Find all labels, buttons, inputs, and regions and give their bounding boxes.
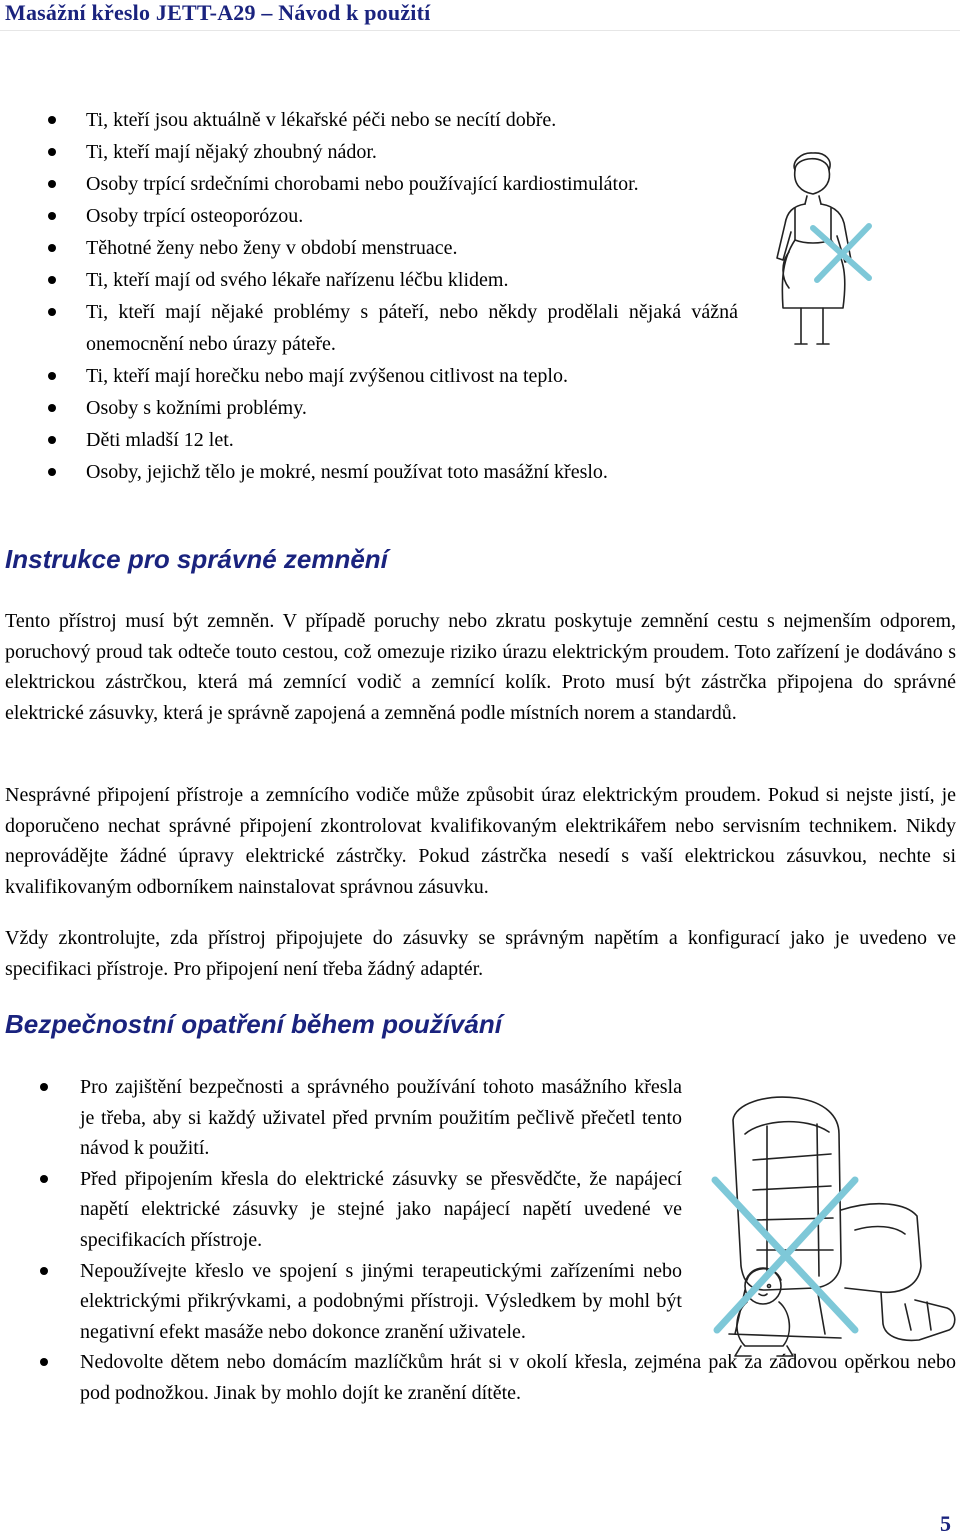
pregnant-woman-prohibited-illustration [765, 148, 880, 353]
list-item: Nepoužívejte křeslo ve spojení s jinými terapeutickými zařízeními nebo elektrickými přikrývkami, a podobnými přístroji. Výsledkem by mohl být negativní efekt masáže nebo dokonce zranění uživatele. [0, 1256, 682, 1348]
list-item: Nedovolte dětem nebo domácím mazlíčkům hrát si v okolí křesla, zejména pak za zádovou opěrkou nebo pod podnožkou. Jinak by mohlo dojít ke zranění dítěte. [0, 1347, 956, 1408]
list-item: Děti mladší 12 let. [0, 424, 760, 456]
section-heading-grounding: Instrukce pro správné zemnění [5, 544, 388, 574]
list-item: Těhotné ženy nebo ženy v období menstruace. [0, 232, 760, 264]
list-item: Ti, kteří mají nějaký zhoubný nádor. [0, 136, 760, 168]
header-divider [0, 30, 960, 31]
list-item: Pro zajištění bezpečnosti a správného používání tohoto masážního křesla je třeba, aby si každý uživatel před prvním použitím pečlivě přečetl tento návod k použití. [0, 1072, 682, 1164]
grounding-paragraph-1: Tento přístroj musí být zemněn. V případě poruchy nebo zkratu poskytuje zemnění cestu s nejmenším odporem, poruchový proud tak odteče touto cestou, což omezuje riziko úrazu elektrickým proudem. Toto zařízení je dodáváno s elektrickou zástrčkou, která má zemnící vodič a zemnící kolík. Proto musí být zástrčka připojena do správné elektrické zásuvky, která je správně zapojená a zemněná podle místních norem a standardů. [5, 610, 956, 724]
list-item: Před připojením křesla do elektrické zásuvky se přesvědčte, že napájecí napětí elektrické zásuvky je stejné jako napájecí napětí uvedené ve specifikacích přístroje. [0, 1164, 682, 1256]
page-number: 5 [940, 1511, 951, 1536]
list-item: Ti, kteří mají nějaké problémy s páteří, nebo někdy prodělali nějaká vážná onemocnění nebo úrazy páteře. [0, 296, 760, 360]
list-item: Osoby trpící osteoporózou. [0, 200, 760, 232]
list-item: Ti, kteří mají od svého lékaře nařízenu léčbu klidem. [0, 264, 760, 296]
list-item: Osoby, jejichž tělo je mokré, nesmí používat toto masážní křeslo. [0, 456, 760, 488]
list-item: Osoby trpící srdečními chorobami nebo používající kardiostimulátor. [0, 168, 760, 200]
grounding-paragraph-3: Vždy zkontrolujte, zda přístroj připojujete do zásuvky se správným napětím a konfigurací jako je uvedeno ve specifikaci přístroje. Pro připojení není třeba žádný adaptér. [5, 927, 956, 980]
list-item: Ti, kteří jsou aktuálně v lékařské péči nebo se necítí dobře. [0, 104, 760, 136]
document-header-title: Masážní křeslo JETT-A29 – Návod k použití [5, 0, 431, 25]
child-near-chair-prohibited-illustration [705, 1090, 960, 1360]
list-item: Ti, kteří mají horečku nebo mají zvýšenou citlivost na teplo. [0, 360, 760, 392]
section-heading-safety: Bezpečnostní opatření během používání [5, 1009, 502, 1039]
contraindications-list [0, 104, 760, 488]
list-item: Osoby s kožními problémy. [0, 392, 760, 424]
grounding-paragraph-2: Nesprávné připojení přístroje a zemnícího vodiče může způsobit úraz elektrickým proudem. Pokud si nejste jistí, je doporučeno nechat správné připojení zkontrolovat kvalifikovaným elektrikářem nebo servisním technikem. Nikdy neprovádějte žádné úpravy elektrické zástrčky. Pokud zástrčka nesedí s vaší elektrickou zásuvkou, nechte si kvalifikovaným odborníkem nainstalovat správnou zásuvku. [5, 784, 956, 898]
